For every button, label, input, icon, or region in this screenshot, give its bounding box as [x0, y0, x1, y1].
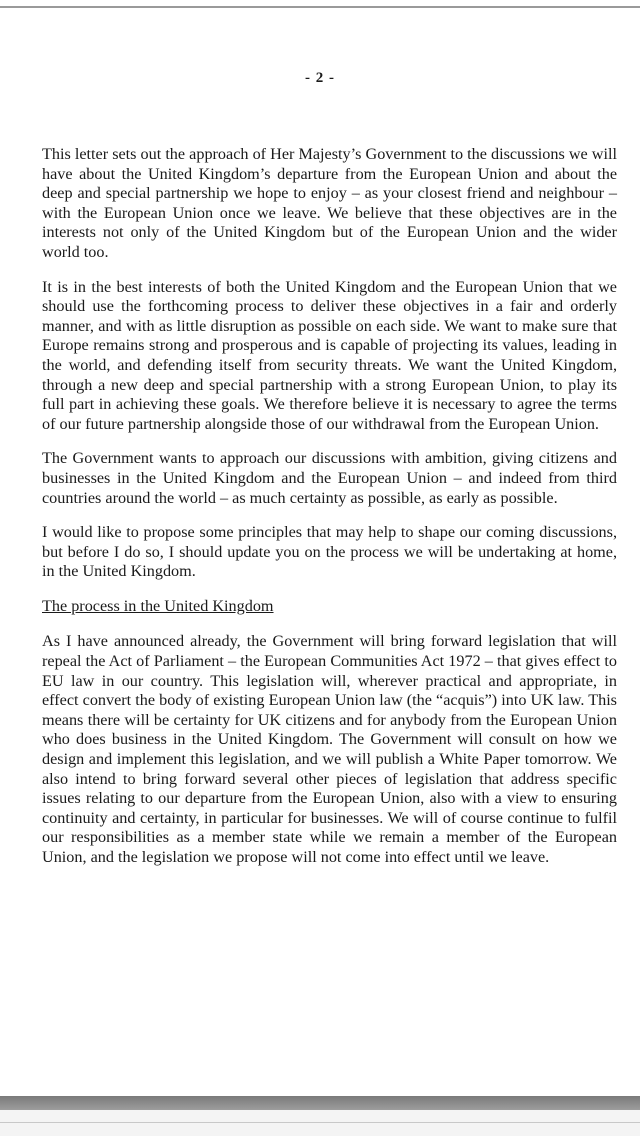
paragraph-intro: This letter sets out the approach of Her Majesty’s Government to the discussions we will have about the United Kingdom’s departure from the European Union and about the deep and special partnership we hope to enjoy – as your closest friend and neighbour – with the European Union once we leave. We believe that these objectives are in the interests not only of the United Kingdom but of the European Union and the wider world too.	[42, 145, 617, 261]
page-number: - 2 -	[305, 70, 335, 86]
paragraph-legislation: As I have announced already, the Government will bring forward legislation that will repeal the Act of Parliament – the European Communities Act 1972 – that gives effect to EU law in our country. This legislation will, wherever practical and appropriate, in effect convert the body of existing European Union law (the “acquis”) into UK law. This means there will be certainty for UK citizens and for anybody from the European Union who does business in the United Kingdom. The Government will consult on how we design and implement this legislation, and we will publish a White Paper tomorrow. We also intend to bring forward several other pieces of legislation that address specific issues relating to our departure from the European Union, also with a view to ensuring continuity and certainty, in particular for businesses. We will of course continue to fulfil our responsibilities as a member state while we remain a member of the European Union, and the legislation we propose will not come into effect until we leave.	[42, 632, 617, 866]
letter-body	[42, 145, 617, 883]
next-page-edge	[0, 1110, 640, 1136]
paragraph-principles: I would like to propose some principles that may help to shape our coming discussions, but before I do so, I should update you on the process we will be undertaking at home, in the United Kingdom.	[42, 523, 617, 581]
page-bottom-shadow	[0, 1096, 640, 1110]
section-heading: The process in the United Kingdom	[42, 596, 274, 615]
paragraph-interests: It is in the best interests of both the United Kingdom and the European Union that we should use the forthcoming process to deliver these objectives in a fair and orderly manner, and with as little disruption as possible on each side. We want to make sure that Europe remains strong and prosperous and is capable of projecting its values, leading in the world, and defending itself from security threats. We want the United Kingdom, through a new deep and special partnership with a strong European Union, to play its full part in achieving these goals. We therefore believe it is necessary to agree the terms of our future partnership alongside those of our withdrawal from the European Union.	[42, 277, 617, 433]
paragraph-ambition: The Government wants to approach our discussions with ambition, giving citizens and businesses in the United Kingdom and the European Union – and indeed from third countries around the world – as much certainty as possible, as early as possible.	[42, 449, 617, 507]
